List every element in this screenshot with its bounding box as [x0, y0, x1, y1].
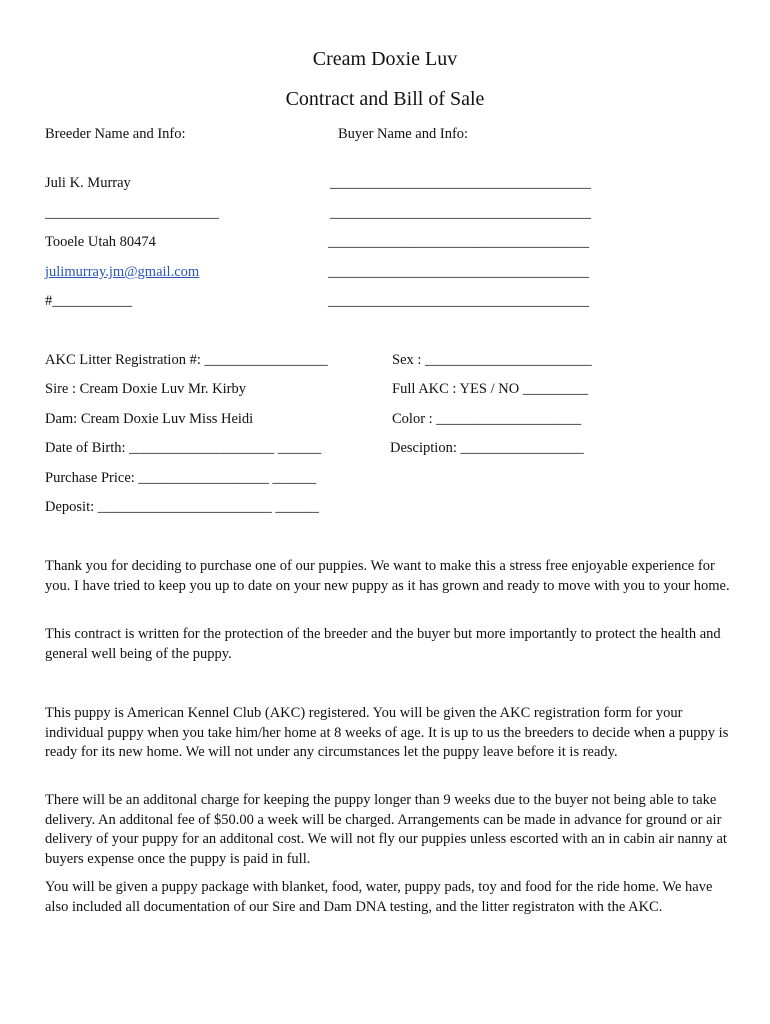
description-field: Desciption: _________________	[390, 440, 584, 456]
breeder-heading: Breeder Name and Info:	[45, 126, 186, 142]
paragraph-additional-charges: There will be an additonal charge for keeping the puppy longer than 9 weeks due to the buyer not being able to take delivery. An additonal fee of $50.00 a week will be charged. Arrangements can be made in advance for ground or air delivery of your puppy for an additonal cost. We will not fly our puppies unless escorted with an in cabin air nanny at buyers expense once the puppy is paid in full.	[45, 792, 727, 867]
breeder-email-link[interactable]: julimurray.jm@gmail.com	[45, 264, 200, 280]
buyer-line-4: ____________________________________	[328, 264, 589, 280]
purchase-price-field: Purchase Price: __________________ ______	[45, 470, 317, 486]
breeder-name: Juli K. Murray	[45, 175, 131, 191]
paragraph-purpose: This contract is written for the protection of the breeder and the buyer but more importantly to protect the health and general well being of the puppy.	[45, 626, 721, 662]
paragraph-puppy-package: You will be given a puppy package with blanket, food, water, puppy pads, toy and food for the ride home. We have also included all documentation of our Sire and Dam DNA testing, and the litter registraton with the AKC.	[45, 879, 713, 915]
breeder-blank-line: ________________________	[45, 205, 219, 221]
breeder-address: Tooele Utah 80474	[45, 234, 156, 250]
sex-field: Sex : _______________________	[392, 352, 592, 368]
breeder-phone-field: #___________	[45, 293, 132, 309]
color-field: Color : ____________________	[392, 411, 582, 427]
buyer-heading: Buyer Name and Info:	[338, 126, 469, 142]
document-subtitle: Contract and Bill of Sale	[285, 88, 485, 110]
document-title: Cream Doxie Luv	[312, 48, 458, 70]
sire-field: Sire : Cream Doxie Luv Mr. Kirby	[45, 381, 246, 397]
buyer-line-5: ____________________________________	[328, 293, 589, 309]
dam-field: Dam: Cream Doxie Luv Miss Heidi	[45, 411, 254, 427]
paragraph-akc-registration: This puppy is American Kennel Club (AKC) registered. You will be given the AKC registration form for your individual puppy when you take him/her home at 8 weeks of age. It is up to us the breeders to decide when a puppy is ready for its new home. We will not under any circumstances let the puppy leave before it is ready.	[45, 705, 729, 760]
buyer-line-2: ____________________________________	[330, 205, 591, 221]
buyer-line-3: ____________________________________	[328, 234, 589, 250]
buyer-line-1: ____________________________________	[330, 175, 591, 191]
akc-litter-registration-field: AKC Litter Registration #: _________________	[45, 352, 328, 368]
full-akc-field: Full AKC : YES / NO _________	[392, 381, 589, 397]
deposit-field: Deposit: ________________________ ______	[45, 499, 319, 515]
date-of-birth-field: Date of Birth: ____________________ ______	[45, 440, 322, 456]
paragraph-intro: Thank you for deciding to purchase one of our puppies. We want to make this a stress free enjoyable experience for you. I have tried to keep you up to date on your new puppy as it has grown and ready to move with you to your home.	[45, 558, 730, 594]
